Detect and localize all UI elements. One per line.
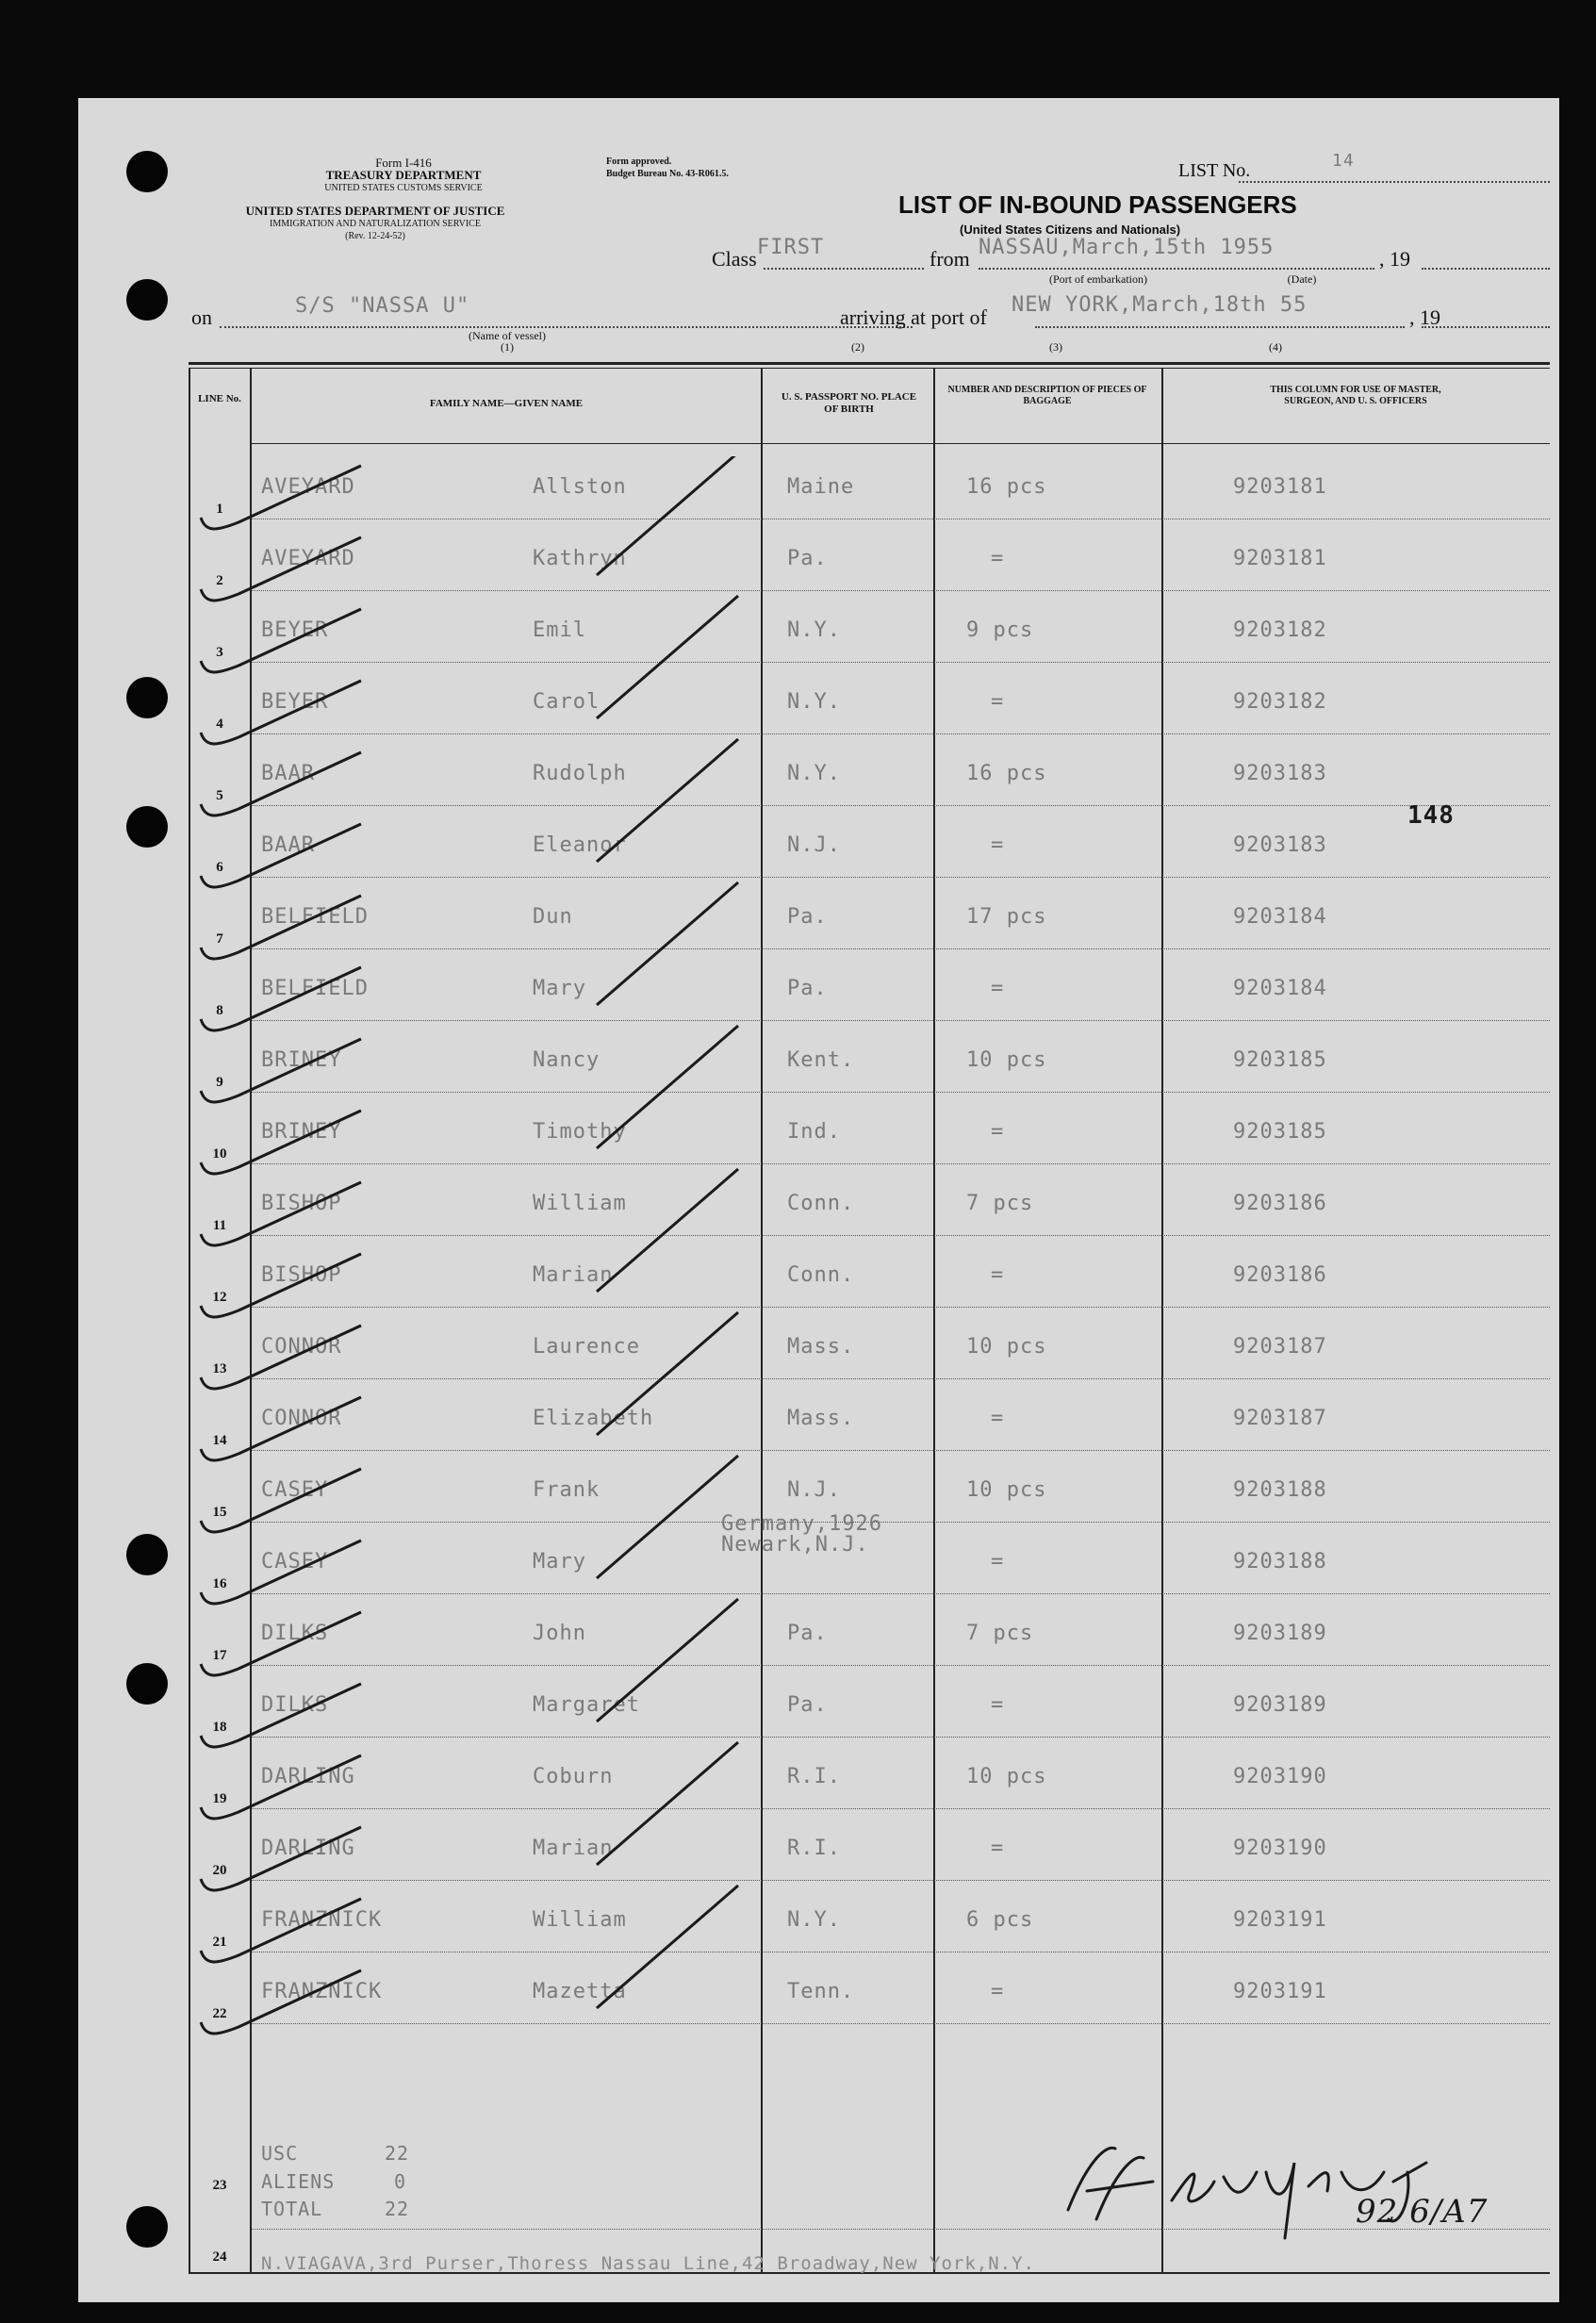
baggage: 6 pcs [966,1908,1034,1932]
line-number: 9 [216,1075,223,1090]
slash-mark-icon [597,1026,738,1148]
officer-code: 9203184 [1233,905,1327,929]
from-year-suffix: , 19 [1379,247,1410,271]
from-line [979,268,1374,270]
arriving-line [1035,326,1405,328]
officer-code: 9203183 [1233,762,1327,785]
check-mark-icon [201,681,361,744]
baggage: 9 pcs [966,618,1034,642]
family-name: BRINEY [261,1120,342,1144]
place-of-birth: Pa. [787,547,828,570]
place-of-birth: Mass. [787,1335,855,1359]
on-label: on [191,305,212,329]
punch-hole [126,1663,168,1705]
line-number: 12 [212,1290,227,1305]
officer-code: 9203181 [1233,475,1327,499]
slash-mark-icon [597,596,738,718]
check-mark-icon [201,896,361,959]
baggage: 10 pcs [966,1048,1047,1072]
officer-code: 9203182 [1233,690,1327,714]
place-of-birth: Tenn. [787,1980,855,2003]
baggage: = [991,833,1005,857]
family-name: BELFIELD [261,977,369,1000]
baggage: 7 pcs [966,1622,1034,1645]
line-number: 18 [212,1720,227,1735]
place-of-birth: Ind. [787,1120,841,1144]
given-name: Allston [533,475,627,499]
handwritten-annotation: 92 6/A7 [1356,2193,1489,2231]
given-name: Marian [533,1837,614,1860]
family-name: FRANZNICK [261,1908,383,1932]
check-mark-icon [201,1540,361,1604]
place-of-birth: Conn. [787,1192,855,1215]
line-number: 1 [216,502,223,517]
passport-divider [933,369,935,2273]
slash-mark-icon [597,1169,738,1292]
baggage: = [991,977,1005,1000]
slash-mark-icon [597,1886,738,2008]
arriving-year-suffix: , 19 [1409,305,1440,329]
slash-mark-icon [597,456,738,575]
place-of-birth: Mass. [787,1407,855,1430]
aliens-label: ALIENS [261,2170,336,2193]
line-number: 11 [212,1218,227,1233]
class-line [764,268,924,270]
baggage: 10 pcs [966,1335,1047,1359]
given-name: Frank [533,1478,601,1502]
check-mark-icon [201,824,361,887]
purser-note: N.VIAGAVA,3rd Purser,Thoress Nassau Line,42 Broadway,New York,N.Y. [261,2253,1035,2274]
given-name: Eleanor [533,833,627,857]
line-number: 14 [212,1433,227,1448]
baggage: = [991,1120,1005,1144]
baggage: 10 pcs [966,1478,1047,1502]
page-subtitle: (United States Citizens and Nationals) [960,222,1181,237]
vessel-caption: (Name of vessel) [469,329,546,342]
given-name: Nancy [533,1048,601,1072]
officer-code: 9203186 [1233,1192,1327,1215]
family-name: AVEYARD [261,475,355,499]
officer-code: 9203191 [1233,1908,1327,1932]
line-number: 21 [212,1935,227,1950]
line-number: 17 [212,1648,227,1663]
col-header-baggage: NUMBER AND DESCRIPTION OF PIECES OF BAGGAGE [947,385,1147,406]
place-of-birth: Germany,1926 Newark,N.J. [721,1512,882,1557]
total-count: 22 [385,2198,410,2220]
line-number: 3 [216,645,223,660]
given-name: Elizabeth [533,1407,654,1430]
given-name: Mary [533,1550,586,1573]
given-name: Emil [533,618,586,642]
family-name: BEYER [261,690,329,714]
line-number: 8 [216,1003,223,1018]
family-name: BEYER [261,618,329,642]
col-header-line-no: LINE No. [198,393,241,404]
date-caption: (Date) [1287,272,1317,286]
punch-hole [126,1534,168,1575]
check-mark-icon [201,1111,361,1174]
place-of-birth: N.J. [787,1478,841,1502]
col-num-2: (2) [851,340,864,354]
check-mark-icon [201,1684,361,1747]
check-mark-icon [201,1612,361,1675]
treasury-heading: TREASURY DEPARTMENT [325,168,482,182]
line-number: 16 [212,1576,227,1591]
place-of-birth: N.J. [787,833,841,857]
check-mark-icon [201,1970,361,2034]
check-mark-icon [201,1899,361,1962]
usc-count: 22 [385,2142,410,2165]
family-name: BRINEY [261,1048,342,1072]
place-of-birth: N.Y. [787,762,841,785]
place-of-birth: N.Y. [787,1908,841,1932]
class-value: FIRST [757,236,825,259]
given-name: Kathryn [533,547,627,570]
check-mark-icon [201,1182,361,1245]
baggage-header-underline [935,443,1161,444]
col-header-passport: U. S. PASSPORT NO. PLACE OF BIRTH [781,391,917,415]
officers-header-underline [1163,443,1550,444]
given-name: Coburn [533,1765,614,1788]
family-name: CONNOR [261,1335,342,1359]
check-mark-icon [201,1254,361,1317]
officer-code: 9203182 [1233,618,1327,642]
vessel-value: S/S "NASSA U" [295,294,470,318]
family-name: CASEY [261,1550,329,1573]
family-name: CASEY [261,1478,329,1502]
vessel-line [220,326,913,328]
customs-heading: UNITED STATES CUSTOMS SERVICE [324,183,483,193]
baggage-divider [1161,369,1163,2273]
col-num-1: (1) [501,340,514,354]
col-num-4: (4) [1269,340,1282,354]
baggage: = [991,1693,1005,1717]
col-num-3: (3) [1049,340,1062,354]
ins-heading: IMMIGRATION AND NATURALIZATION SERVICE [270,219,481,229]
family-name: BISHOP [261,1192,342,1215]
list-no-line [1239,181,1550,183]
slash-mark-icon [597,882,738,1005]
officer-code: 9203190 [1233,1765,1327,1788]
table-top-border-inner [189,368,1550,369]
form-approved: Form approved. [606,157,672,167]
slash-mark-icon [597,1456,738,1578]
family-name: DILKS [261,1693,329,1717]
baggage: = [991,1837,1005,1860]
port-embarkation-caption: (Port of embarkation) [1049,272,1147,286]
name-header-underline [252,443,761,444]
check-mark-icon [201,537,361,601]
officer-code: 9203189 [1233,1622,1327,1645]
check-mark-icon [201,609,361,672]
family-name: BELFIELD [261,905,369,929]
given-name: Carol [533,690,601,714]
list-no-label: LIST No. [1178,160,1251,181]
given-name: William [533,1192,627,1215]
slash-mark-icon [597,1312,738,1435]
officer-code: 9203190 [1233,1837,1327,1860]
place-of-birth: R.I. [787,1837,841,1860]
from-label: from [930,247,970,271]
punch-hole [126,806,168,848]
officer-code: 9203188 [1233,1550,1327,1573]
baggage: = [991,1263,1005,1287]
family-name: FRANZNICK [261,1980,383,2003]
col-header-officers: THIS COLUMN FOR USE OF MASTER, SURGEON, AND U. S. OFFICERS [1270,385,1441,406]
given-name: Mary [533,977,586,1000]
family-name: BAAR [261,762,315,785]
check-mark-icon [201,1397,361,1460]
given-name: Margaret [533,1693,640,1717]
manifest-page [78,98,1559,2302]
line-number: 6 [216,860,223,875]
punch-hole [126,279,168,321]
line-number: 4 [216,717,223,732]
baggage: = [991,1550,1005,1573]
place-of-birth: Conn. [787,1263,855,1287]
officer-code: 9203181 [1233,547,1327,570]
baggage: = [991,1407,1005,1430]
baggage: 10 pcs [966,1765,1047,1788]
check-marks [182,456,842,2153]
margin-note: 148 [1407,801,1455,830]
given-name: Marian [533,1263,614,1287]
family-name: AVEYARD [261,547,355,570]
officer-code: 9203189 [1233,1693,1327,1717]
line-number: 2 [216,573,223,588]
arriving-label: arriving at port of [840,305,987,329]
officer-code: 9203187 [1233,1407,1327,1430]
line-number-24: 24 [212,2249,227,2265]
check-mark-icon [201,1326,361,1389]
given-name: Laurence [533,1335,640,1359]
officer-code: 9203185 [1233,1120,1327,1144]
slash-mark-icon [597,1742,738,1865]
passport-header-underline [763,443,934,444]
baggage: 17 pcs [966,905,1047,929]
line-number: 22 [212,2006,227,2021]
revision-date: (Rev. 12-24-52) [345,231,405,241]
slash-mark-icon [597,1599,738,1722]
place-of-birth: N.Y. [787,618,841,642]
aliens-count: 0 [394,2170,407,2193]
place-of-birth: N.Y. [787,690,841,714]
check-mark-icon [201,967,361,1030]
line-number: 13 [212,1361,227,1376]
check-mark-icon [201,752,361,816]
baggage: 16 pcs [966,475,1047,499]
officer-code: 9203186 [1233,1263,1327,1287]
officer-code: 9203187 [1233,1335,1327,1359]
line-number: 20 [212,1863,227,1878]
family-name: CONNOR [261,1407,342,1430]
budget-bureau: Budget Bureau No. 43-R061.5. [606,169,729,179]
check-mark-icon [201,1039,361,1102]
officer-code: 9203185 [1233,1048,1327,1072]
check-mark-icon [201,1827,361,1890]
place-of-birth: Pa. [787,1622,828,1645]
total-label: TOTAL [261,2198,323,2220]
check-mark-icon [201,466,361,529]
line-number: 5 [216,788,223,803]
family-name: BISHOP [261,1263,342,1287]
baggage: 7 pcs [966,1192,1034,1215]
baggage: 16 pcs [966,762,1047,785]
officer-code: 9203191 [1233,1980,1327,2003]
place-of-birth: R.I. [787,1765,841,1788]
list-no-value: 14 [1332,151,1355,171]
family-name: DARLING [261,1837,355,1860]
given-name: Timothy [533,1120,627,1144]
place-of-birth: Pa. [787,905,828,929]
punch-hole [126,151,168,192]
punch-hole [126,2206,168,2248]
page-title: LIST OF IN-BOUND PASSENGERS [898,190,1297,219]
form-number: Form I-416 [375,156,432,170]
place-of-birth: Pa. [787,1693,828,1717]
doj-heading: UNITED STATES DEPARTMENT OF JUSTICE [245,204,505,218]
check-mark-icon [201,1755,361,1819]
arriving-year-line [1422,326,1550,328]
family-name: DILKS [261,1622,329,1645]
given-name: Mazetta [533,1980,627,2003]
slash-mark-icon [597,739,738,862]
class-label: Class [712,247,757,271]
officer-code: 9203183 [1233,833,1327,857]
officer-code: 9203184 [1233,977,1327,1000]
from-year-line [1422,268,1550,270]
family-name: BAAR [261,833,315,857]
from-value: NASSAU,March,15th 1955 [979,236,1275,259]
baggage: = [991,690,1005,714]
place-of-birth: Kent. [787,1048,855,1072]
place-of-birth: Maine [787,475,855,499]
table-top-border [189,362,1550,365]
line-number: 19 [212,1791,227,1806]
given-name: William [533,1908,627,1932]
arriving-value: NEW YORK,March,18th 55 [1012,293,1308,317]
col-header-name: FAMILY NAME—GIVEN NAME [429,398,584,409]
family-name: DARLING [261,1765,355,1788]
given-name: John [533,1622,586,1645]
given-name: Rudolph [533,762,627,785]
usc-label: USC [261,2142,299,2165]
baggage: = [991,547,1005,570]
check-mark-icon [201,1469,361,1532]
place-of-birth: Pa. [787,977,828,1000]
line-number: 7 [216,931,223,947]
line-number: 15 [212,1505,227,1520]
punch-hole [126,677,168,718]
officer-code: 9203188 [1233,1478,1327,1502]
line-number: 10 [212,1146,227,1162]
line-number: 23 [212,2178,227,2193]
baggage: = [991,1980,1005,2003]
given-name: Dun [533,905,573,929]
